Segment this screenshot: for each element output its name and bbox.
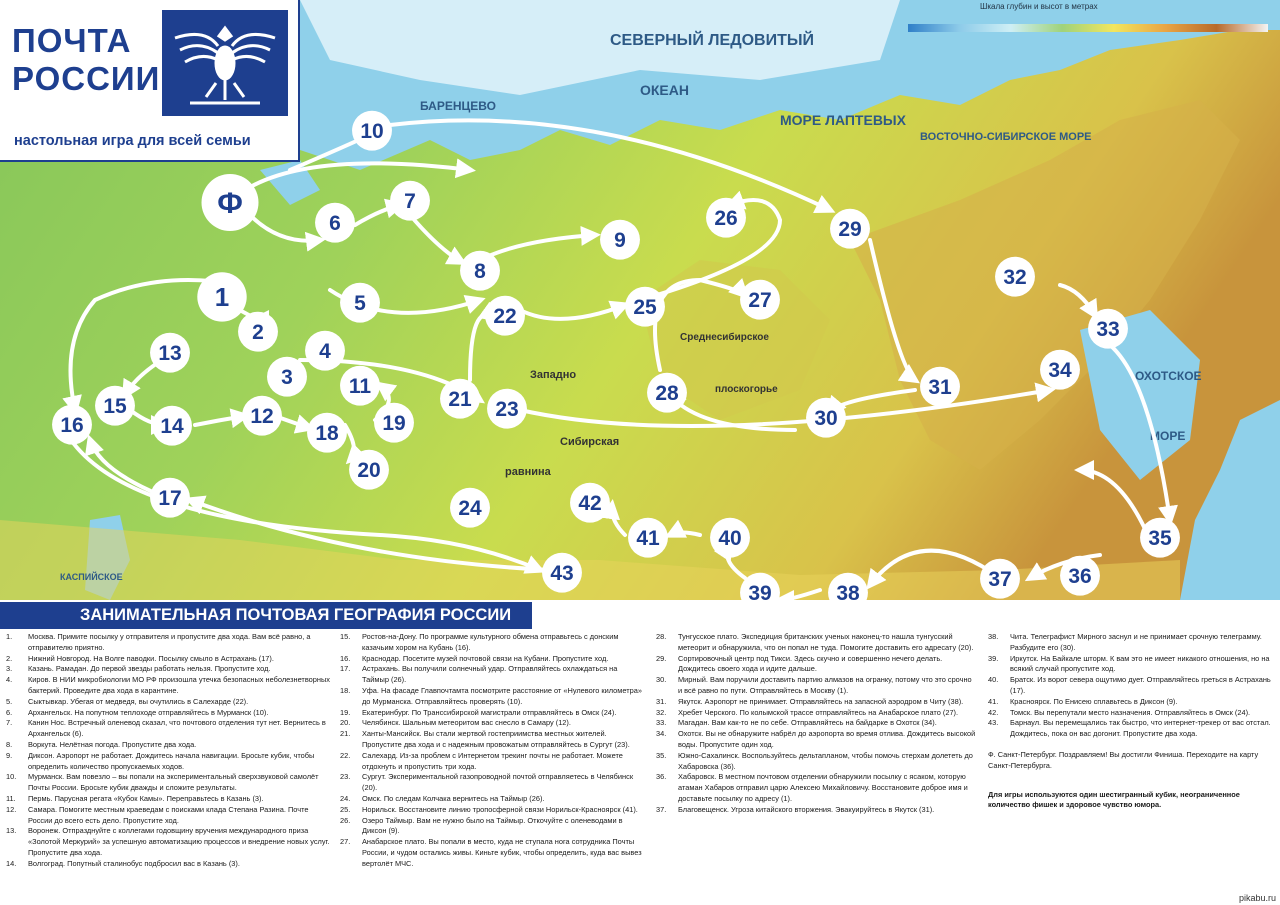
- rule-text: Магадан. Вам как-то не по себе. Отправляйтесь на байдарке в Охотск (34).: [678, 718, 937, 728]
- start-node: [202, 174, 259, 231]
- rule-number: 3.: [6, 664, 13, 674]
- node-27: [740, 280, 780, 320]
- brand-name-line2: РОССИИ: [12, 60, 161, 97]
- finish-rule: Ф. Санкт-Петербург. Поздравляем! Вы достигли Финиша. Переходите на карту Санкт-Петербурга.: [988, 749, 1259, 770]
- node-6: [315, 203, 355, 243]
- rule-item: [340, 632, 645, 654]
- rule-text: Барнаул. Вы перемещались так быстро, что интернет-трекер от вас отстал. Дождитесь, пока он вас догонит. Пропустите два хода.: [1010, 718, 1271, 739]
- rules-column-3: [656, 632, 976, 816]
- rule-number: 23.: [340, 772, 351, 782]
- rule-number: 19.: [340, 707, 351, 717]
- svg-text:19: 19: [382, 412, 406, 435]
- svg-text:41: 41: [636, 527, 660, 550]
- svg-text:15: 15: [103, 395, 127, 418]
- rule-item: [656, 805, 976, 816]
- svg-text:6: 6: [329, 212, 341, 235]
- legend-caption: Шкала глубин и высот в метрах: [980, 2, 1098, 11]
- node-28: [647, 373, 687, 413]
- rule-text: Хребет Черского. По колымской трассе отправляйтесь на Анабарское плато (27).: [678, 707, 959, 717]
- rule-text: Благовещенск. Угроза китайского вторжения. Эвакуируйтесь в Якутск (31).: [678, 804, 935, 814]
- svg-text:31: 31: [928, 376, 952, 399]
- rule-item: [988, 718, 1273, 740]
- rule-item: [656, 675, 976, 697]
- node-37: [980, 559, 1020, 599]
- rule-number: 18.: [340, 685, 351, 695]
- svg-text:11: 11: [348, 375, 372, 398]
- rule-number: 10.: [6, 772, 17, 782]
- node-17: [150, 478, 190, 518]
- svg-text:33: 33: [1096, 318, 1120, 341]
- svg-text:14: 14: [160, 415, 184, 438]
- rule-item: [6, 859, 332, 870]
- rule-text: Братск. Из ворот севера ощутимо дует. Отправляйтесь греться в Астрахань (17).: [1010, 675, 1271, 695]
- rule-text: Пермь. Парусная регата «Кубок Камы». Переправьтесь в Казань (3).: [28, 793, 264, 803]
- rule-text: Киров. В НИИ микробиологии МО РФ произошла утечка безопасных неболезнетворных бактерий. Проведите два хода в карантине.: [28, 675, 330, 695]
- rule-text: Чита. Телеграфист Мирного заснул и не принимает срочную телеграмму. Разбудите его (30).: [1010, 632, 1262, 652]
- node-24: [450, 488, 490, 528]
- svg-text:39: 39: [748, 582, 772, 600]
- node-20: [349, 450, 389, 490]
- rule-item: [6, 718, 332, 740]
- rule-number: 8.: [6, 739, 13, 749]
- svg-text:22: 22: [493, 305, 517, 328]
- rule-item: [340, 805, 645, 816]
- rule-number: 6.: [6, 707, 13, 717]
- node-35: [1140, 518, 1180, 558]
- rule-text: Волгоград. Попутный сталинобус подбросил вас в Казань (3).: [28, 858, 240, 868]
- laptev-sea-label: МОРЕ ЛАПТЕВЫХ: [780, 112, 906, 128]
- node-14: [152, 406, 192, 446]
- legend-gradient: [908, 24, 1268, 32]
- node-18: [307, 413, 347, 453]
- rule-item: [656, 632, 976, 654]
- rule-number: 11.: [6, 793, 16, 803]
- node-43: [542, 553, 582, 593]
- node-34: [1040, 350, 1080, 390]
- node-4: [305, 331, 345, 371]
- rule-text: Москва. Примите посылку у отправителя и пропустите два хода. Вам всё равно, а отправителю приятно.: [28, 632, 311, 652]
- brand-name-line1: ПОЧТА: [12, 22, 132, 59]
- rule-text: Норильск. Восстановите линию тропосферной связи Норильск-Красноярск (41).: [362, 804, 638, 814]
- rule-number: 36.: [656, 772, 667, 782]
- node-22: [485, 296, 525, 336]
- svg-text:2: 2: [252, 321, 264, 344]
- rule-number: 22.: [340, 750, 351, 760]
- rule-item: [656, 729, 976, 751]
- rule-number: 26.: [340, 815, 351, 825]
- rule-text: Анабарское плато. Вы попали в место, куда не ступала нога сотрудника Почты России, и чудом остались живы. Киньте кубик, чтобы определить, куда вас вывез вертолёт МЧС.: [362, 837, 642, 868]
- rule-item: [6, 697, 332, 708]
- rule-text: Ханты-Мансийск. Вы стали жертвой гостеприимства местных жителей. Пропустите два хода и с надежным провожатым отправляйтесь в Сургут (23).: [362, 729, 630, 749]
- eagle-emblem-icon: [160, 8, 290, 118]
- node-33: [1088, 309, 1128, 349]
- node-41: [628, 518, 668, 558]
- node-2: [238, 312, 278, 352]
- svg-text:20: 20: [357, 459, 381, 482]
- rule-item: [656, 697, 976, 708]
- rule-text: Озеро Таймыр. Вам не нужно было на Таймыр. Откочуйте с оленеводами в Диксон (9).: [362, 815, 623, 836]
- rule-number: 17.: [340, 664, 351, 674]
- rule-text: Казань. Рамадан. До первой звезды работать нельзя. Пропустите ход.: [28, 664, 271, 674]
- rule-number: 5.: [6, 696, 13, 706]
- rule-item: [656, 718, 976, 729]
- svg-text:13: 13: [158, 342, 182, 365]
- rule-item: [6, 654, 332, 665]
- rule-item: [656, 654, 976, 676]
- rule-number: 2.: [6, 653, 13, 663]
- node-31: [920, 367, 960, 407]
- siberian-label: Сибирская: [560, 436, 620, 448]
- rule-number: 9.: [6, 750, 13, 760]
- okhotsk-sea-label: МОРЕ: [1150, 429, 1186, 443]
- rules-title: ЗАНИМАТЕЛЬНАЯ ПОЧТОВАЯ ГЕОГРАФИЯ РОССИИ: [0, 602, 532, 629]
- rule-number: 21.: [340, 729, 351, 739]
- svg-text:5: 5: [354, 292, 366, 315]
- rule-number: 35.: [656, 750, 667, 760]
- svg-text:42: 42: [578, 492, 602, 515]
- rule-text: Канин Нос. Встречный оленевод сказал, что почтового отделения тут нет. Вернитесь в Архангельск (6).: [28, 718, 326, 739]
- rule-number: 29.: [656, 653, 667, 663]
- node-25: [625, 287, 665, 327]
- svg-text:26: 26: [714, 207, 738, 230]
- rule-number: 1.: [6, 632, 13, 641]
- rule-text: Челябинск. Шальным метеоритом вас снесло в Самару (12).: [362, 718, 571, 728]
- rule-item: [340, 751, 645, 773]
- rules-column-4: [988, 632, 1273, 811]
- watermark: pikabu.ru: [1238, 893, 1276, 903]
- rule-number: 30.: [656, 675, 667, 685]
- rule-number: 12.: [6, 804, 17, 814]
- rules-column-2: [340, 632, 645, 870]
- svg-text:40: 40: [718, 527, 742, 550]
- rule-number: 25.: [340, 804, 351, 814]
- rule-item: [340, 664, 645, 686]
- node-1: [197, 272, 246, 321]
- rule-text: Архангельск. На попутном теплоходе отправляйтесь в Мурманск (10).: [28, 707, 269, 717]
- rule-item: [340, 718, 645, 729]
- rule-item: [340, 816, 645, 838]
- rule-item: [340, 729, 645, 751]
- rule-item: [6, 794, 332, 805]
- svg-text:43: 43: [550, 562, 574, 585]
- rule-item: [6, 675, 332, 697]
- node-30: [806, 398, 846, 438]
- node-8: [460, 251, 500, 291]
- rule-number: 27.: [340, 837, 351, 847]
- rule-item: [340, 772, 645, 794]
- rule-number: 15.: [340, 632, 351, 641]
- dice-rule: Для игры используются один шестигранный кубик, неограниченное количество фишек и здоровое чувство юмора.: [988, 789, 1240, 810]
- node-21: [440, 379, 480, 419]
- svg-text:12: 12: [250, 405, 274, 428]
- rule-text: Уфа. На фасаде Главпочтамта посмотрите расстояние от «Нулевого километра» до Мурманска. Отправляйтесь проверять (10).: [362, 685, 642, 706]
- svg-text:32: 32: [1003, 266, 1027, 289]
- svg-text:7: 7: [404, 190, 416, 213]
- svg-text:18: 18: [315, 422, 339, 445]
- rule-text: Тунгусское плато. Экспедиция британских ученых наконец-то нашла тунгусский метеорит и обнаружила, что он попал не туда. Помогите доставить его адресату (20).: [678, 632, 974, 652]
- rule-item: [656, 772, 976, 804]
- rule-number: 16.: [340, 653, 351, 663]
- node-40: [710, 518, 750, 558]
- rule-number: 33.: [656, 718, 667, 728]
- svg-text:38: 38: [836, 582, 860, 600]
- rule-text: Сортировочный центр под Тикси. Здесь скучно и совершенно нечего делать. Дождитесь своего хода и идите дальше.: [678, 653, 943, 674]
- rule-item: [656, 751, 976, 773]
- svg-text:9: 9: [614, 229, 626, 252]
- caspian-label: КАСПИЙСКОЕ: [60, 572, 123, 582]
- svg-text:3: 3: [281, 366, 293, 389]
- rule-number: 4.: [6, 675, 13, 685]
- rule-item: [340, 837, 645, 869]
- rule-text: Томск. Вы перепутали место назначения. Отправляйтесь в Омск (24).: [1010, 707, 1251, 717]
- rule-item: [988, 697, 1273, 708]
- node-5: [340, 283, 380, 323]
- rule-text: Воркута. Нелётная погода. Пропустите два хода.: [28, 739, 197, 749]
- rule-text: Якутск. Аэропорт не принимает. Отправляйтесь на запасной аэродром в Читу (38).: [678, 696, 964, 706]
- svg-text:21: 21: [448, 388, 472, 411]
- rule-text: Астрахань. Вы получили солнечный удар. Отправляйтесь охлаждаться на Таймыр (26).: [362, 664, 618, 685]
- node-19: [374, 403, 414, 443]
- rule-item: [988, 708, 1273, 719]
- node-23: [487, 389, 527, 429]
- rule-text: Красноярск. По Енисею сплавьтесь в Диксон (9).: [1010, 696, 1178, 706]
- rule-item: [6, 664, 332, 675]
- depth-height-legend: [900, 2, 1270, 40]
- svg-text:23: 23: [495, 398, 519, 421]
- rule-item: [656, 708, 976, 719]
- node-9: [600, 220, 640, 260]
- rule-number: 42.: [988, 707, 999, 717]
- node-12: [242, 396, 282, 436]
- svg-text:37: 37: [988, 568, 1012, 591]
- rule-item: [340, 708, 645, 719]
- rule-number: 20.: [340, 718, 351, 728]
- rule-item: [988, 632, 1273, 654]
- rules-column-1: [6, 632, 332, 870]
- node-15: [95, 386, 135, 426]
- rule-item: [6, 805, 332, 827]
- rule-number: 28.: [656, 632, 667, 641]
- rule-number: 40.: [988, 675, 999, 685]
- rule-item: [6, 826, 332, 858]
- node-32: [995, 257, 1035, 297]
- rule-item: [340, 654, 645, 665]
- svg-text:29: 29: [838, 218, 862, 241]
- rule-number: 14.: [6, 858, 17, 868]
- node-16: [52, 405, 92, 445]
- svg-text:10: 10: [360, 120, 384, 143]
- svg-text:Ф: Ф: [217, 187, 243, 220]
- rule-number: 34.: [656, 729, 667, 739]
- rule-text: Самара. Помогите местным краеведам с поисками клада Степана Разина. Почте России до всего есть дело. Пропустите ход.: [28, 804, 309, 825]
- node-3: [267, 357, 307, 397]
- node-7: [390, 181, 430, 221]
- east-siberian-sea-label: ВОСТОЧНО-СИБИРСКОЕ МОРЕ: [920, 131, 1092, 143]
- rule-number: 13.: [6, 826, 17, 836]
- svg-text:34: 34: [1048, 359, 1072, 382]
- svg-text:24: 24: [458, 497, 482, 520]
- rule-text: Мурманск. Вам повезло – вы попали на экспериментальный сверхзвуковой самолёт Почты России. Бросьте кубик дважды и сложите результаты.: [28, 772, 319, 793]
- tagline: настольная игра для всей семьи: [14, 133, 251, 149]
- svg-text:4: 4: [319, 340, 331, 363]
- svg-text:35: 35: [1148, 527, 1172, 550]
- node-11: [340, 366, 380, 406]
- svg-text:27: 27: [748, 289, 772, 312]
- plain-label: равнина: [505, 466, 551, 478]
- rule-item: [6, 632, 332, 654]
- rule-number: 31.: [656, 696, 667, 706]
- svg-text:28: 28: [655, 382, 679, 405]
- central-siberian-label: Среднесибирское: [680, 332, 769, 343]
- rule-item: [6, 772, 332, 794]
- node-29: [830, 209, 870, 249]
- rule-number: 39.: [988, 653, 999, 663]
- rule-number: 7.: [6, 718, 13, 728]
- rule-item: [340, 686, 645, 708]
- rule-text: Иркутск. На Байкале шторм. К вам это не имеет никакого отношения, но на всякий случай пропустите ход.: [1010, 653, 1270, 674]
- pochta-rossii-logo: [0, 0, 300, 162]
- rule-number: 41.: [988, 696, 999, 706]
- barents-label: БАРЕНЦЕВО: [420, 99, 496, 113]
- rule-number: 37.: [656, 804, 667, 814]
- rule-text: Охотск. Вы не обнаружите набрёл до аэропорта во время отлива. Дождитесь высокой воды. Пропустите один ход.: [678, 729, 976, 749]
- svg-text:17: 17: [158, 487, 182, 510]
- rule-item: [340, 794, 645, 805]
- arctic-ocean-label: СЕВЕРНЫЙ ЛЕДОВИТЫЙ: [610, 32, 815, 49]
- rule-text: Омск. По следам Колчака вернитесь на Таймыр (26).: [362, 793, 545, 803]
- svg-text:25: 25: [633, 296, 657, 319]
- svg-text:1: 1: [214, 282, 230, 312]
- rule-number: 24.: [340, 793, 351, 803]
- rule-text: Екатеринбург. По Транссибирской магистрали отправляйтесь в Омск (24).: [362, 707, 617, 717]
- west-siberian-label: Западно: [530, 369, 577, 381]
- node-36: [1060, 556, 1100, 596]
- rule-item: [6, 740, 332, 751]
- rule-number: 43.: [988, 718, 999, 728]
- plateau-label: плоскогорье: [715, 384, 778, 395]
- rule-item: [6, 708, 332, 719]
- rule-item: [988, 675, 1273, 697]
- rule-text: Сыктывкар. Убегая от медведя, вы очутились в Салехарде (22).: [28, 696, 249, 706]
- rule-item: [6, 751, 332, 773]
- rule-number: 32.: [656, 707, 667, 717]
- svg-text:16: 16: [60, 414, 84, 437]
- rule-item: [988, 654, 1273, 676]
- node-26: [706, 198, 746, 238]
- rule-text: Воронеж. Отпразднуйте с коллегами годовщину вручения международного приза «Золотой Меркурий» за успешную автоматизацию процессов и внедрение новых услуг. Пропустите два хода.: [28, 826, 330, 857]
- svg-text:8: 8: [474, 260, 486, 283]
- rule-number: 38.: [988, 632, 999, 641]
- rule-text: Сургут. Экспериментальной газопроводной почтой отправляетесь в Челябинск (20).: [362, 772, 634, 793]
- svg-text:30: 30: [814, 407, 838, 430]
- rule-text: Мирный. Вам поручили доставить партию алмазов на огранку, потому что это срочно и всё равно по пути. Отправляйтесь в Москву (1).: [678, 675, 972, 695]
- rule-text: Южно-Сахалинск. Воспользуйтесь дельтапланом, чтобы помочь стерхам долететь до Хабаровска (36).: [678, 750, 973, 771]
- svg-text:36: 36: [1068, 565, 1092, 588]
- brand-name: [12, 22, 160, 98]
- rule-text: Ростов-на-Дону. По программе культурного обмена отправьтесь с донским казачьим хором на Кубань (16).: [362, 632, 619, 652]
- ocean-label: ОКЕАН: [640, 82, 689, 98]
- node-13: [150, 333, 190, 373]
- rule-text: Хабаровск. В местном почтовом отделении обнаружили посылку с ясаком, которую атаман Хабаров отправил царю Алексею Михайловичу. Восстановите доброе имя и доставьте посылку по адресу (1).: [678, 772, 968, 803]
- rule-text: Нижний Новгород. На Волге паводки. Посылку смыло в Астрахань (17).: [28, 653, 274, 663]
- node-10: [352, 111, 392, 151]
- rule-text: Салехард. Из-за проблем с Интернетом трекинг почты не работает. Можете отдохнуть и пропустить три хода.: [362, 750, 623, 771]
- rule-text: Диксон. Аэропорт не работает. Дождитесь начала навигации. Бросьте кубик, чтобы определить количество пропускаемых ходов.: [28, 750, 315, 771]
- node-42: [570, 483, 610, 523]
- okhotsk-label: ОХОТСКОЕ: [1135, 369, 1202, 383]
- rule-text: Краснодар. Посетите музей почтовой связи на Кубани. Пропустите ход.: [362, 653, 609, 663]
